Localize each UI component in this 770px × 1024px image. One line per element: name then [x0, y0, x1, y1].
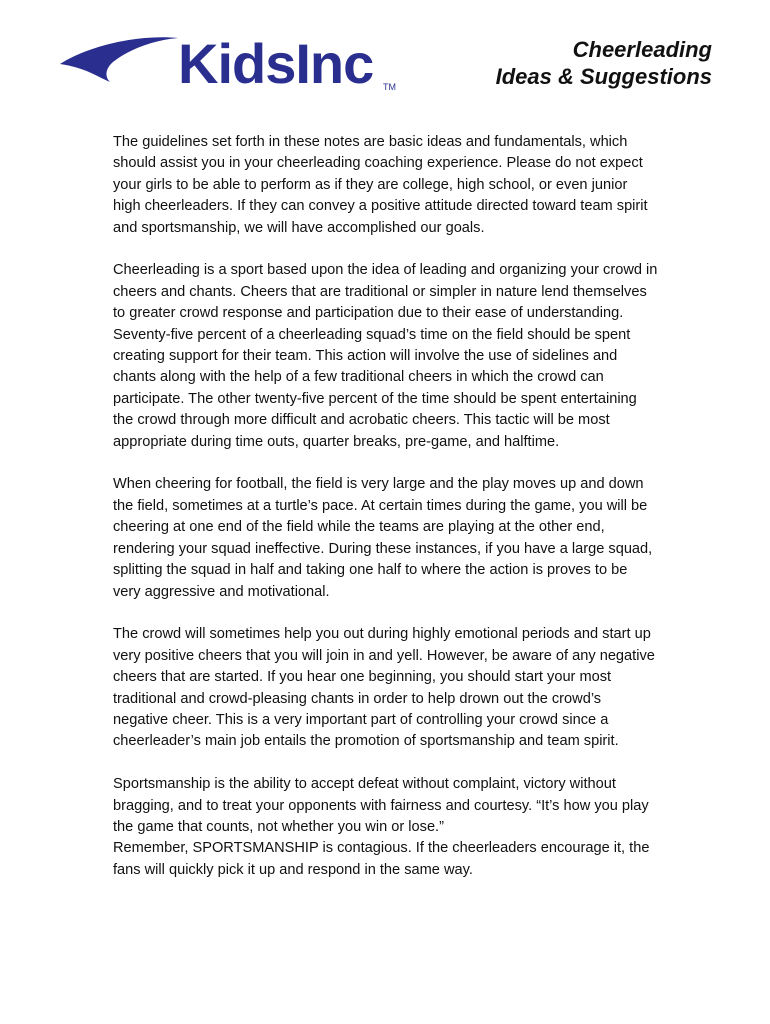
paragraph: When cheering for football, the field is very large and the play moves up and down the field, sometimes at a turtle’s pace. At certain times during the game, you will be cheering at one end of the field while the teams are playing at the other end, rendering your squad ineffective. During these instances, if you have a large squad, splitting the squad in half and taking one half to where the action is proves to be very aggressive and motivational. [113, 476, 653, 600]
swoosh-shape [60, 37, 178, 82]
logo-trademark: TM [383, 82, 396, 92]
paragraph: Cheerleading is a sport based upon the idea of leading and organizing your crowd in cheers and chants. Cheers that are traditional or simpler in nature lend themselves to greater crowd response and participation due to their ease of understanding. Seventy-five percent of a cheerleading squad’s time on the field should be spent creating support for their team. This action will involve the use of sidelines and chants along with the help of a few traditional cheers in which the crowd can participate. The other twenty-five percent of the time should be spent entertaining the crowd through more difficult and acrobatic cheers. This tactic will be most appropriate during time outs, quarter breaks, pre-game, and halftime. [113, 262, 658, 450]
paragraph: The guidelines set forth in these notes are basic ideas and fundamentals, which should assist you in your cheerleading coaching experience. Please do not expect your girls to be able to perform as if they are college, high school, or even junior high cheerleaders. If they can convey a positive attitude directed toward team spirit and sportsmanship, we will have accomplished our goals. [113, 134, 648, 236]
title-line-1: Cheerleading [572, 37, 712, 62]
document-title [496, 36, 712, 90]
logo-wordmark: KidsInc [178, 32, 374, 95]
title-line-2: Ideas & Suggestions [495, 64, 712, 89]
body-text [113, 132, 658, 903]
kidsinc-logo [58, 28, 398, 98]
paragraph: The crowd will sometimes help you out during highly emotional periods and start up very positive cheers that you will join in and yell. However, be aware of any negative cheers that are started. If you hear one beginning, you should start your most traditional and crowd-pleasing chants in order to help drown out the crowd’s negative cheer. This is a very important part of controlling your crowd since a cheerleader’s main job entails the promotion of sportsmanship and team spirit. [113, 626, 655, 750]
logo-swoosh-icon [58, 28, 398, 98]
paragraph: Remember, SPORTSMANSHIP is contagious. If the cheerleaders encourage it, the fans will quickly pick it up and respond in the same way. [113, 840, 650, 878]
paragraph: Sportsmanship is the ability to accept defeat without complaint, victory without bragging, and to treat your opponents with fairness and courtesy. “It’s how you play the game that counts, not whether you win or lose.” [113, 776, 649, 835]
